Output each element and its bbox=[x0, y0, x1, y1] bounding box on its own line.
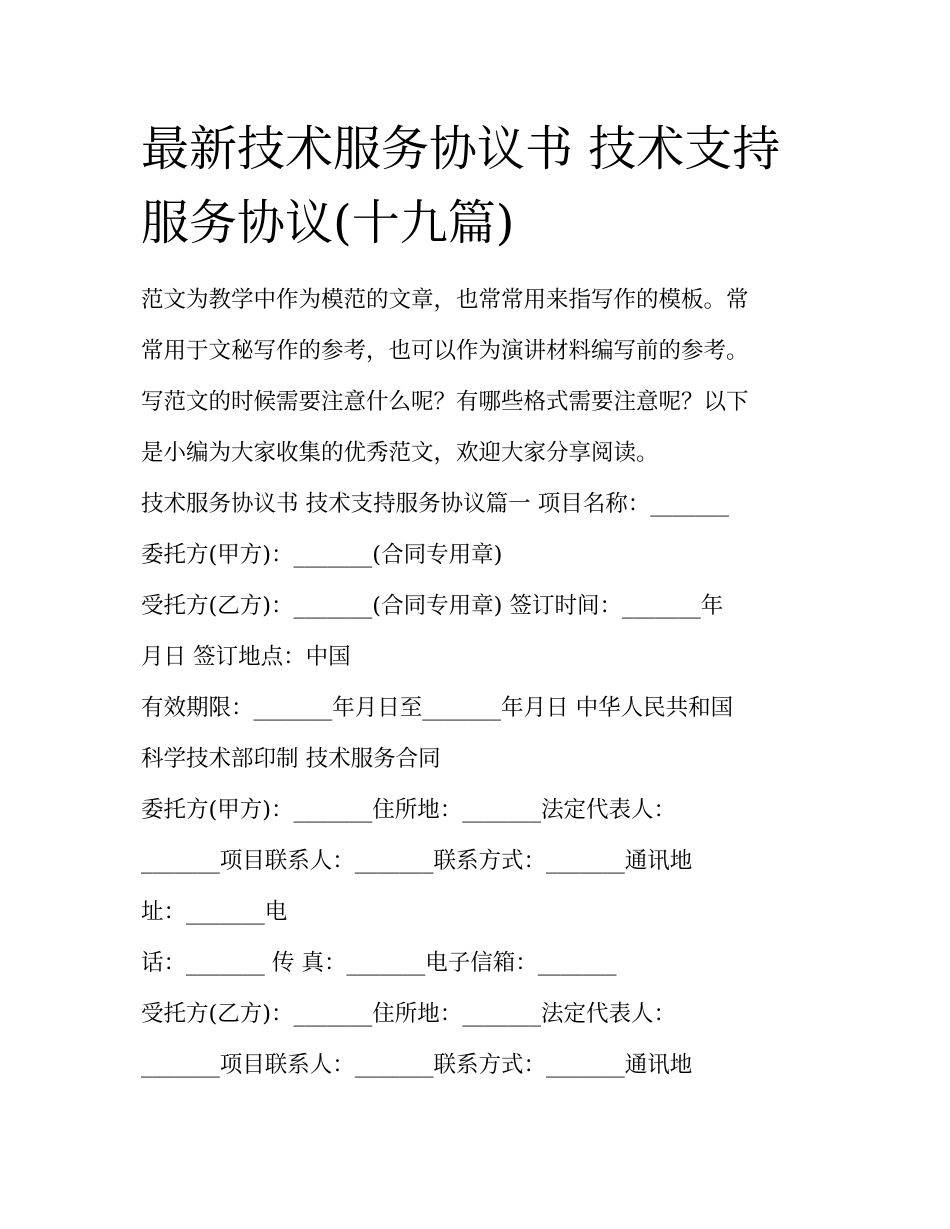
document-title bbox=[141, 112, 841, 260]
project-name-line: 技术服务协议书 技术支持服务协议篇一 项目名称：_______ bbox=[141, 491, 730, 517]
intro-line-2: 常用于文秘写作的参考，也可以作为演讲材料编写前的参考。 bbox=[141, 338, 749, 364]
client-info-line-2: _______项目联系人：_______联系方式：_______通讯地 bbox=[141, 848, 693, 874]
client-info-line-1: 委托方(甲方)：_______住所地：_______法定代表人： bbox=[141, 797, 677, 823]
client-info-line-4: 话：_______ 传 真：_______电子信箱：_______ bbox=[141, 950, 617, 976]
contractor-info-line-1: 受托方(乙方)：_______住所地：_______法定代表人： bbox=[141, 1001, 677, 1027]
title-line-1: 最新技术服务协议书 技术支持 bbox=[141, 121, 781, 177]
contractor-party-line: 受托方(乙方)：_______(合同专用章) 签订时间：_______年 bbox=[141, 593, 724, 619]
validity-line: 有效期限：_______年月日至_______年月日 中华人民共和国 bbox=[141, 695, 734, 721]
client-info-line-3: 址：_______电 bbox=[141, 899, 288, 925]
contractor-info-line-2: _______项目联系人：_______联系方式：_______通讯地 bbox=[141, 1052, 693, 1078]
printed-by-line: 科学技术部印制 技术服务合同 bbox=[141, 746, 441, 772]
signing-place-line: 月日 签订地点：中国 bbox=[141, 644, 351, 670]
title-line-2: 服务协议(十九篇) bbox=[141, 195, 515, 251]
intro-line-4: 是小编为大家收集的优秀范文，欢迎大家分享阅读。 bbox=[141, 440, 659, 466]
intro-line-3: 写范文的时候需要注意什么呢？有哪些格式需要注意呢？以下 bbox=[141, 389, 749, 415]
client-party-line: 委托方(甲方)：_______(合同专用章) bbox=[141, 542, 503, 568]
intro-line-1: 范文为教学中作为模范的文章，也常常用来指写作的模板。常 bbox=[141, 287, 749, 313]
